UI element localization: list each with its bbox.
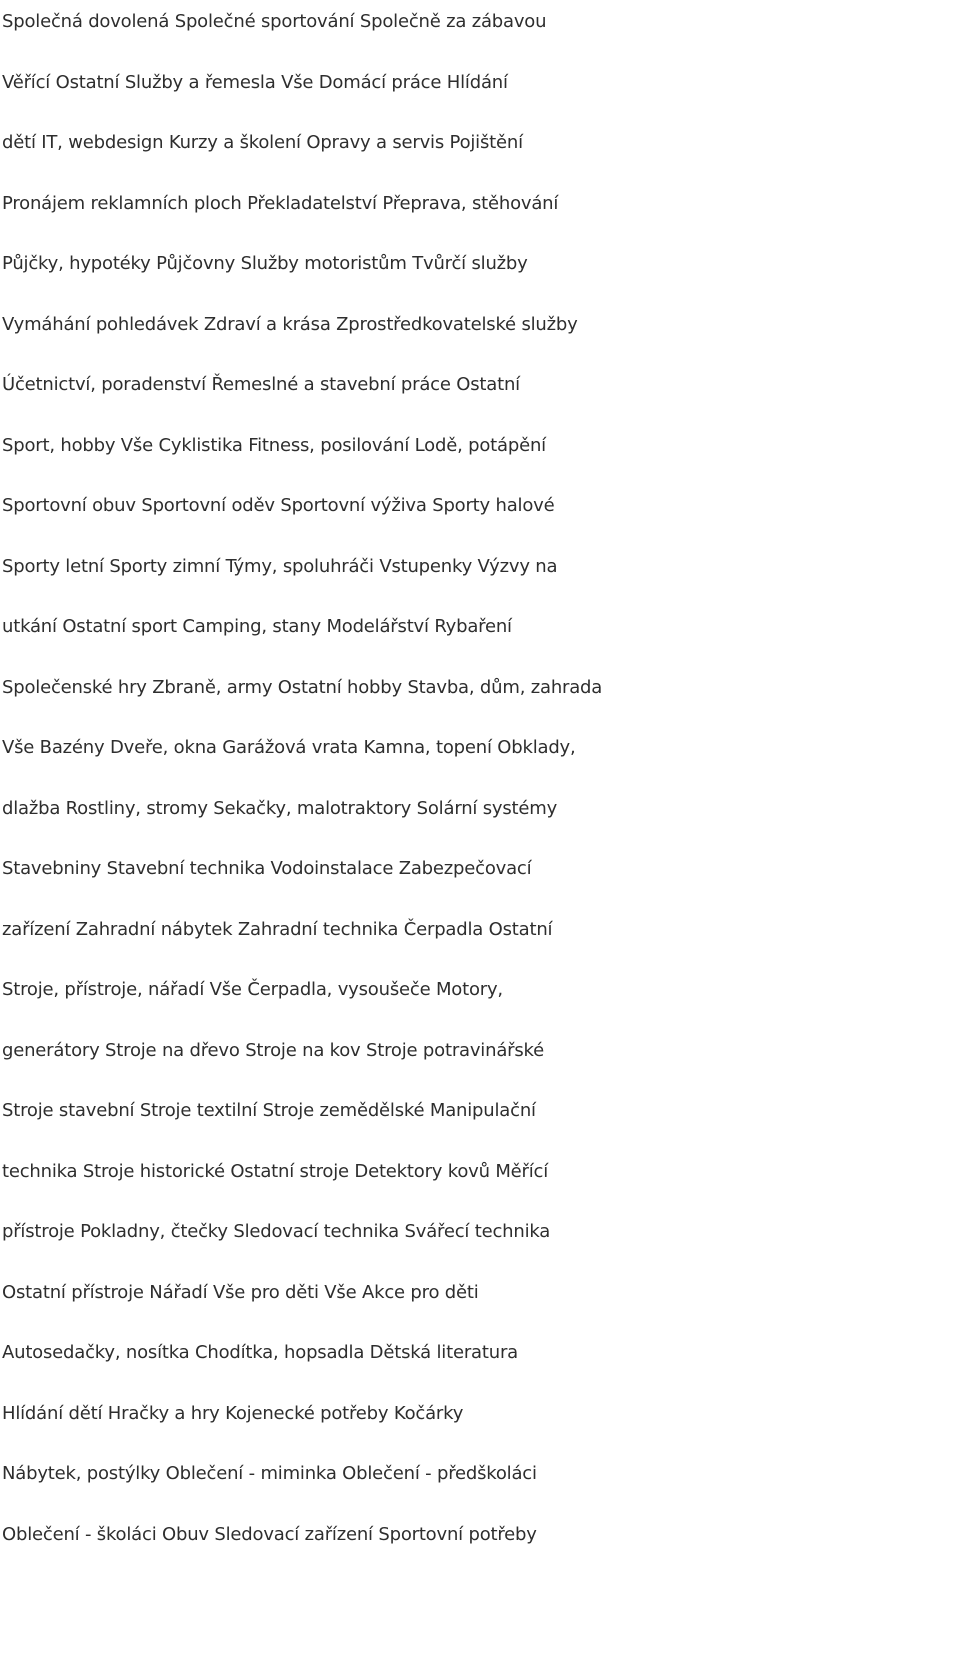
- text-line: Sportovní obuv Sportovní oděv Sportovní výživa Sporty halové: [2, 495, 555, 516]
- text-line: Stroje, přístroje, nářadí Vše Čerpadla, vysoušeče Motory,: [2, 979, 503, 1000]
- text-line: Společenské hry Zbraně, army Ostatní hobby Stavba, dům, zahrada: [2, 676, 603, 698]
- text-line: Vymáhání pohledávek Zdraví a krása Zprostředkovatelské služby: [2, 313, 578, 335]
- text-line: technika Stroje historické Ostatní stroje Detektory kovů Měřící: [2, 1160, 549, 1182]
- text-line: Pronájem reklamních ploch Překladatelství Přeprava, stěhování: [2, 192, 559, 214]
- text-line: Sport, hobby Vše Cyklistika Fitness, posilování Lodě, potápění: [2, 434, 546, 456]
- text-line: přístroje Pokladny, čtečky Sledovací technika Svářecí technika: [2, 1221, 551, 1242]
- text-line: Nábytek, postýlky Oblečení - miminka Oblečení - předškoláci: [2, 1463, 537, 1484]
- text-line: Oblečení - školáci Obuv Sledovací zařízení Sportovní potřeby: [2, 1523, 537, 1545]
- text-line: Věřící Ostatní Služby a řemesla Vše Domácí práce Hlídání: [2, 71, 508, 93]
- text-line: Hlídání dětí Hračky a hry Kojenecké potřeby Kočárky: [2, 1402, 464, 1424]
- text-line: Účetnictví, poradenství Řemeslné a stavební práce Ostatní: [2, 374, 520, 395]
- text-line: zařízení Zahradní nábytek Zahradní technika Čerpadla Ostatní: [2, 918, 553, 940]
- text-line: Stavebniny Stavební technika Vodoinstalace Zabezpečovací: [2, 858, 532, 879]
- text-line: Půjčky, hypotéky Půjčovny Služby motoristům Tvůrčí služby: [2, 253, 528, 274]
- document-body: [2, 0, 958, 1573]
- text-line: Společná dovolená Společné sportování Společně za zábavou: [2, 11, 547, 32]
- text-line: utkání Ostatní sport Camping, stany Modelářství Rybaření: [2, 616, 512, 637]
- text-line: Sporty letní Sporty zimní Týmy, spoluhráči Vstupenky Výzvy na: [2, 555, 558, 577]
- text-line: generátory Stroje na dřevo Stroje na kov Stroje potravinářské: [2, 1039, 544, 1061]
- text-line: dětí IT, webdesign Kurzy a školení Opravy a servis Pojištění: [2, 132, 523, 153]
- text-line: Vše Bazény Dveře, okna Garážová vrata Kamna, topení Obklady,: [2, 737, 576, 758]
- text-line: dlažba Rostliny, stromy Sekačky, malotraktory Solární systémy: [2, 797, 558, 819]
- text-line: Ostatní přístroje Nářadí Vše pro děti Vše Akce pro děti: [2, 1281, 479, 1303]
- text-line: Autosedačky, nosítka Chodítka, hopsadla Dětská literatura: [2, 1342, 518, 1363]
- text-line: Stroje stavební Stroje textilní Stroje zemědělské Manipulační: [2, 1100, 536, 1121]
